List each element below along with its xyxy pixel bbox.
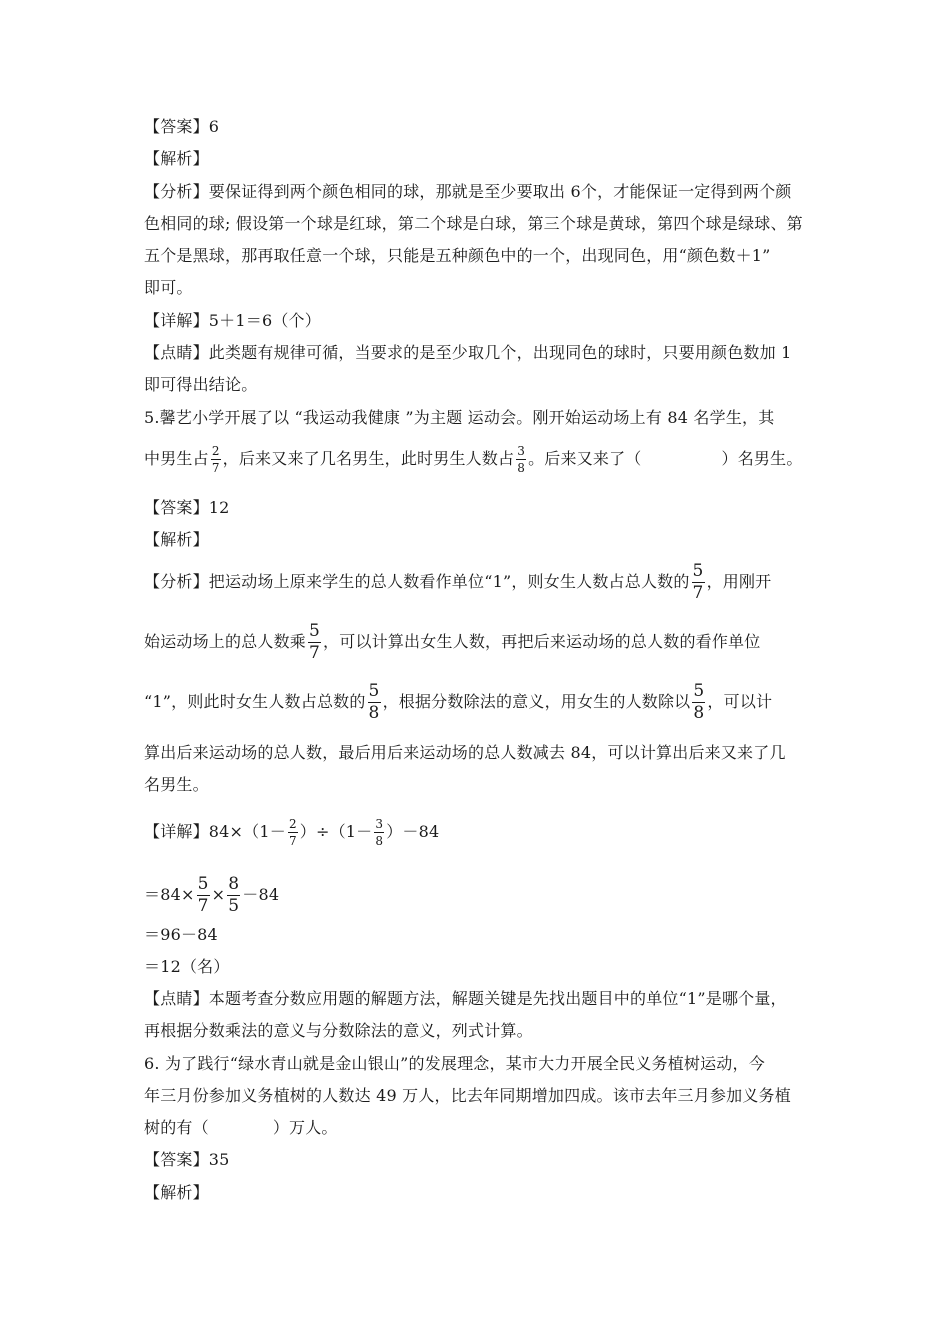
q6-answer: 【答案】35 (144, 1150, 230, 1169)
q5-detail-text: ）－84 (386, 822, 440, 841)
q5-stem-line-2 (144, 445, 834, 474)
q5-analysis-line-2 (144, 623, 834, 662)
q4-comment-line-1: 【点睛】此类题有规律可循，当要求的是至少取几个，出现同色的球时，只要用颜色数加 1 (144, 343, 792, 362)
q4-comment-line-2: 即可得出结论。 (144, 375, 258, 394)
fraction-2-7: $\frac{2}{7}$ (211, 444, 220, 475)
fraction-5-7: $\frac{5}{7}$ (309, 621, 321, 663)
q4-analysis-line-4: 即可。 (144, 278, 193, 297)
fraction-2-7: $\frac{2}{7}$ (288, 817, 297, 848)
q5-analysis-line-5: 名男生。 (144, 775, 209, 794)
q5-analysis-text: 【分析】把运动场上原来学生的总人数看作单位“1”，则女生人数占总人数的 (144, 572, 690, 591)
q5-analysis-text: “1”，则此时女生人数占总数的 (144, 692, 366, 711)
q5-detail (144, 818, 834, 847)
q5-stem-line-1: 5.馨艺小学开展了以 “我运动我健康 ”为主题 运动会。刚开始运动场上有 84 名学生，其 (144, 408, 775, 427)
fraction-8-5: $\frac{8}{5}$ (228, 874, 240, 916)
q6-stem-line-3 (144, 1118, 834, 1138)
q5-step-text: ＝84× (144, 885, 195, 904)
q4-answer: 【答案】6 (144, 117, 220, 136)
q5-stem-text-a: 中男生占 (144, 449, 209, 468)
q5-step-text: －84 (242, 885, 280, 904)
q5-analysis-text: ，可以计算出女生人数，再把后来运动场的总人数的看作单位 (323, 632, 761, 651)
fraction-3-8: $\frac{3}{8}$ (517, 444, 526, 475)
fraction-3-8: $\frac{3}{8}$ (375, 817, 384, 848)
fraction-5-8: $\frac{5}{8}$ (368, 681, 380, 723)
q4-analysis-heading: 【解析】 (144, 149, 209, 168)
q5-stem-text-d: ）名男生。 (721, 449, 803, 468)
q4-analysis-line-3: 五个是黑球，那再取任意一个球，只能是五种颜色中的一个，出现同色，用“颜色数＋1” (144, 246, 771, 265)
q5-comment-line-2: 再根据分数乘法的意义与分数除法的意义，列式计算。 (144, 1021, 533, 1040)
fraction-5-7: $\frac{5}{7}$ (197, 874, 209, 916)
q6-stem-text: 树的有（ (144, 1118, 209, 1137)
q6-stem-text: ）万人。 (272, 1118, 338, 1137)
fraction-5-8: $\frac{5}{8}$ (693, 681, 705, 723)
q5-detail-text: ）÷（1－ (299, 822, 373, 841)
q6-analysis-heading: 【解析】 (144, 1183, 209, 1202)
q5-analysis-text: 始运动场上的总人数乘 (144, 632, 307, 651)
q5-analysis-line-4: 算出后来运动场的总人数，最后用后来运动场的总人数减去 84，可以计算出后来又来了几 (144, 743, 786, 762)
q5-analysis-heading: 【解析】 (144, 530, 209, 549)
q5-analysis-text: ，可以计 (707, 692, 773, 711)
q5-answer: 【答案】12 (144, 498, 230, 517)
q5-step-text: × (211, 885, 226, 904)
q4-analysis-line-2: 色相同的球; 假设第一个球是红球，第二个球是白球，第三个球是黄球，第四个球是绿球、第 (144, 214, 803, 233)
q5-analysis-line-1 (144, 563, 834, 602)
q6-stem-line-2: 年三月份参加义务植树的人数达 49 万人，比去年同期增加四成。该市去年三月参加义务植 (144, 1086, 791, 1105)
q5-comment-line-1: 【点睛】本题考查分数应用题的解题方法，解题关键是先找出题目中的单位“1”是哪个量， (144, 989, 787, 1008)
q5-step-2: ＝96－84 (144, 925, 218, 944)
q5-analysis-text: ，根据分数除法的意义，用女生的人数除以 (382, 692, 691, 711)
q6-stem-line-1: 6. 为了践行“绿水青山就是金山银山”的发展理念，某市大力开展全民义务植树运动，今 (144, 1054, 765, 1073)
q4-analysis-line-1: 【分析】要保证得到两个颜色相同的球，那就是至少要取出 6个，才能保证一定得到两个颜 (144, 182, 792, 201)
q5-stem-text-c: 。后来又来了（ (528, 449, 642, 468)
q4-detail: 【详解】5＋1＝6（个） (144, 311, 321, 330)
q5-step-3: ＝12（名） (144, 957, 230, 976)
fraction-5-7: $\frac{5}{7}$ (692, 561, 704, 603)
q5-detail-text: 【详解】84×（1－ (144, 822, 286, 841)
q5-analysis-text: ，用刚开 (706, 572, 772, 591)
q5-analysis-line-3 (144, 683, 834, 722)
q5-step-1 (144, 876, 834, 915)
q5-stem-text-b: ，后来又来了几名男生，此时男生人数占 (222, 449, 515, 468)
